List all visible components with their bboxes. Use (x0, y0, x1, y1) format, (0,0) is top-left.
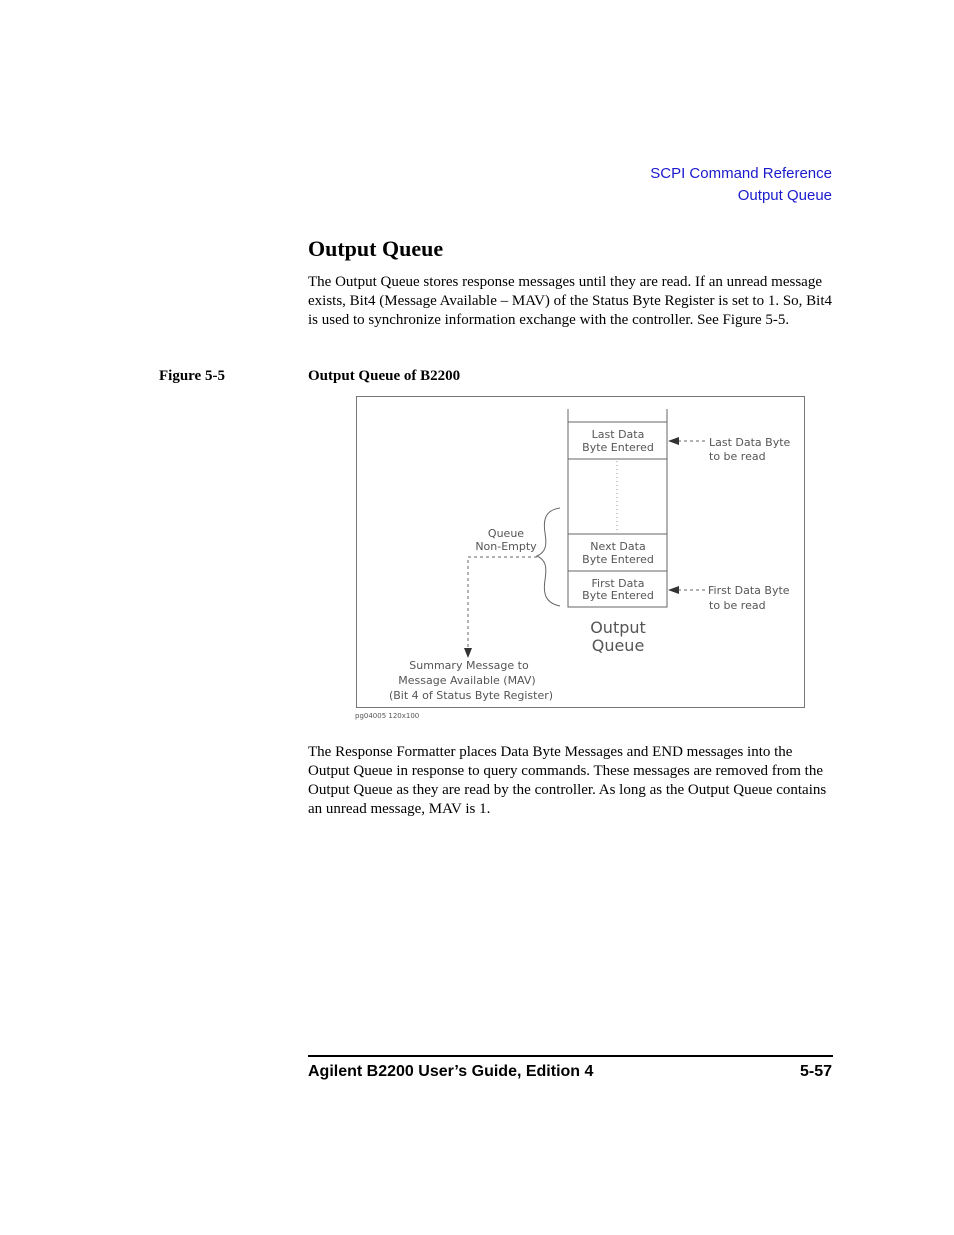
non-empty-line2: Non-Empty (475, 540, 537, 553)
summary-line2: Message Available (MAV) (398, 674, 536, 687)
footer-rule (308, 1055, 833, 1057)
summary-line1: Summary Message to (409, 659, 529, 672)
cell-next-line1: Next Data (590, 540, 646, 553)
last-read-arrowhead (668, 437, 679, 445)
non-empty-line1: Queue (487, 527, 525, 540)
mav-arrowhead (464, 648, 472, 658)
queue-label-line2: Queue (591, 636, 645, 655)
first-read-line1: First Data Byte (708, 584, 790, 597)
last-read-line2: to be read (709, 450, 766, 463)
page-number: 5-57 (799, 1063, 832, 1080)
running-header-section: SCPI Command Reference (650, 165, 832, 182)
cell-first-line2: Byte Entered (582, 589, 654, 602)
queue-label-line1: Output (590, 618, 646, 637)
summary-line3: (Bit 4 of Status Byte Register) (388, 689, 554, 702)
body-paragraph: The Response Formatter places Data Byte Messages and END messages into the Output Queue in response to query commands. These messages are removed from the Output Queue as they are read by the controller. As long as the Output Queue contains an unread message, MAV is 1. (308, 744, 827, 817)
footer-title: Agilent B2200 User’s Guide, Edition 4 (308, 1063, 594, 1080)
figure-code: pg04005 120x100 (355, 712, 420, 720)
output-queue-diagram (350, 393, 810, 723)
cell-first-line1: First Data (591, 577, 645, 590)
page-title: Output Queue (308, 236, 444, 261)
non-empty-brace (537, 508, 560, 606)
cell-next-line2: Byte Entered (582, 553, 654, 566)
cell-last-line1: Last Data (591, 428, 645, 441)
running-header-subsection: Output Queue (737, 187, 832, 204)
cell-last-line2: Byte Entered (582, 441, 654, 454)
last-read-line1: Last Data Byte (709, 436, 791, 449)
intro-paragraph: The Output Queue stores response messages until they are read. If an unread message exists, Bit4 (Message Available – MAV) of the Status Byte Register is set to 1. So, Bit4 is used to synchronize information exchange with the controller. See Figure 5-5. (308, 274, 832, 328)
figure-number: Figure 5-5 (159, 368, 225, 384)
first-read-arrowhead (668, 586, 679, 594)
mav-dashed-line (468, 557, 537, 650)
first-read-line2: to be read (709, 599, 766, 612)
figure-caption: Output Queue of B2200 (308, 368, 461, 384)
